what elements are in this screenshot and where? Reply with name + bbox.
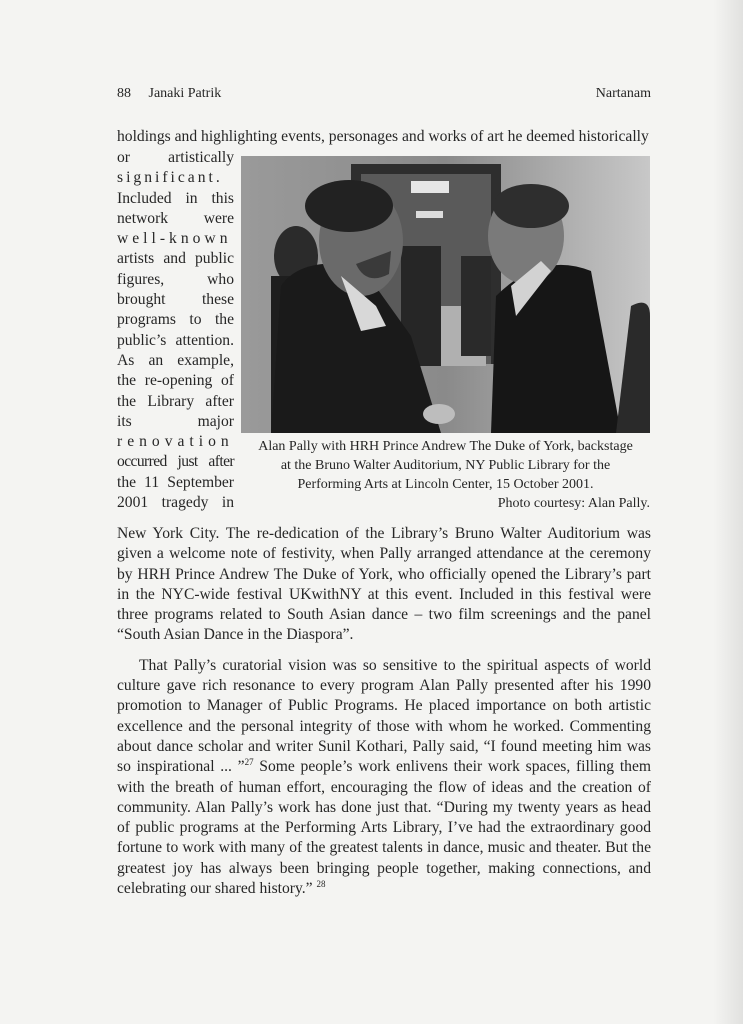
wrapped-line: the Library after [117,392,234,410]
figure-caption [241,437,650,513]
journal-title: Nartanam [595,86,651,101]
wrapped-line: significant. [117,169,223,187]
wrapped-line: public’s attention. [117,331,234,349]
paragraph-1-continued: New York City. The re-dedication of the Library’s Bruno Walter Auditorium was given a welcome note of festivity, when Pally arranged attendance at the ceremony by HRH Prince Andrew The Duke of York, who officially opened the Library’s part in the NYC-wide festival UKwithNY at this event. Included in this festival were three programs related to South Asian dance – two film screenings and the panel “South Asian Dance in the Diaspora”. [117,525,651,644]
caption-line: Alan Pally with HRH Prince Andrew The Duke of York, backstage [258,439,633,454]
wrapped-text-column [117,148,234,513]
page-edge-shadow [713,0,743,1024]
wrapped-line: the re-opening of [117,372,234,390]
wrapped-line: Included in this [117,189,234,207]
wrapped-line: artists and public [117,250,234,268]
wrapped-line: programs to the [117,311,234,329]
author-name: Janaki Patrik [148,86,222,101]
photo-credit: Photo courtesy: Alan Pally. [497,496,650,511]
wrapped-line: well-known [117,230,232,248]
footnote-marker-27[interactable]: 27 [244,757,254,768]
wrapped-line: 2001 tragedy in [117,494,234,512]
running-header [117,86,651,102]
opening-line: holdings and highlighting events, personages and works of art he deemed historically [117,128,649,145]
wrapped-line: network were [117,209,234,227]
wrapped-line: or artistically [117,149,234,166]
wrapped-line: occurred just after [117,453,234,471]
header-left [117,86,235,102]
paragraph-2-text-b: Some people’s work enlivens their work spaces, filling them with the breath of human effort, encouraging the flow of ideas and the creation of community. Alan Pally’s work has done just that. “During my twenty years as head of public programs at the Performing Arts Library, I’ve had the extraordinary good fortune to work with many of the greatest talents in dance, music and theater. But the greatest joy has always been bringing people together, making connections, and celebrating our shared history.” [117,758,651,898]
photograph [241,156,650,433]
footnote-marker-28[interactable]: 28 [316,879,326,890]
wrapped-line: As an example, [117,351,234,369]
wrapped-line: the 11 September [117,473,234,491]
wrapped-line: its major [117,412,234,430]
caption-line: Performing Arts at Lincoln Center, 15 October 2001. [297,477,594,492]
photo-illustration [241,156,650,433]
caption-line: at the Bruno Walter Auditorium, NY Public Library for the [280,458,611,473]
paragraph-2-text-a: That Pally’s curatorial vision was so sensitive to the spiritual aspects of world culture gave rich resonance to every program Alan Pally presented after his 1990 promotion to Manager of Public Programs. He placed importance on both artistic excellence and the personal integrity of those with whom he worked. Commenting about dance scholar and writer Sunil Kothari, Pally said, “I found meeting him was so inspirational ... ” [117,656,651,776]
wrapped-line: renovation [117,433,234,451]
wrapped-line: brought these [117,291,234,309]
wrapped-line: figures, who [117,270,234,288]
article-body [117,524,651,899]
paragraph-2 [117,656,651,900]
page-number: 88 [117,86,131,101]
